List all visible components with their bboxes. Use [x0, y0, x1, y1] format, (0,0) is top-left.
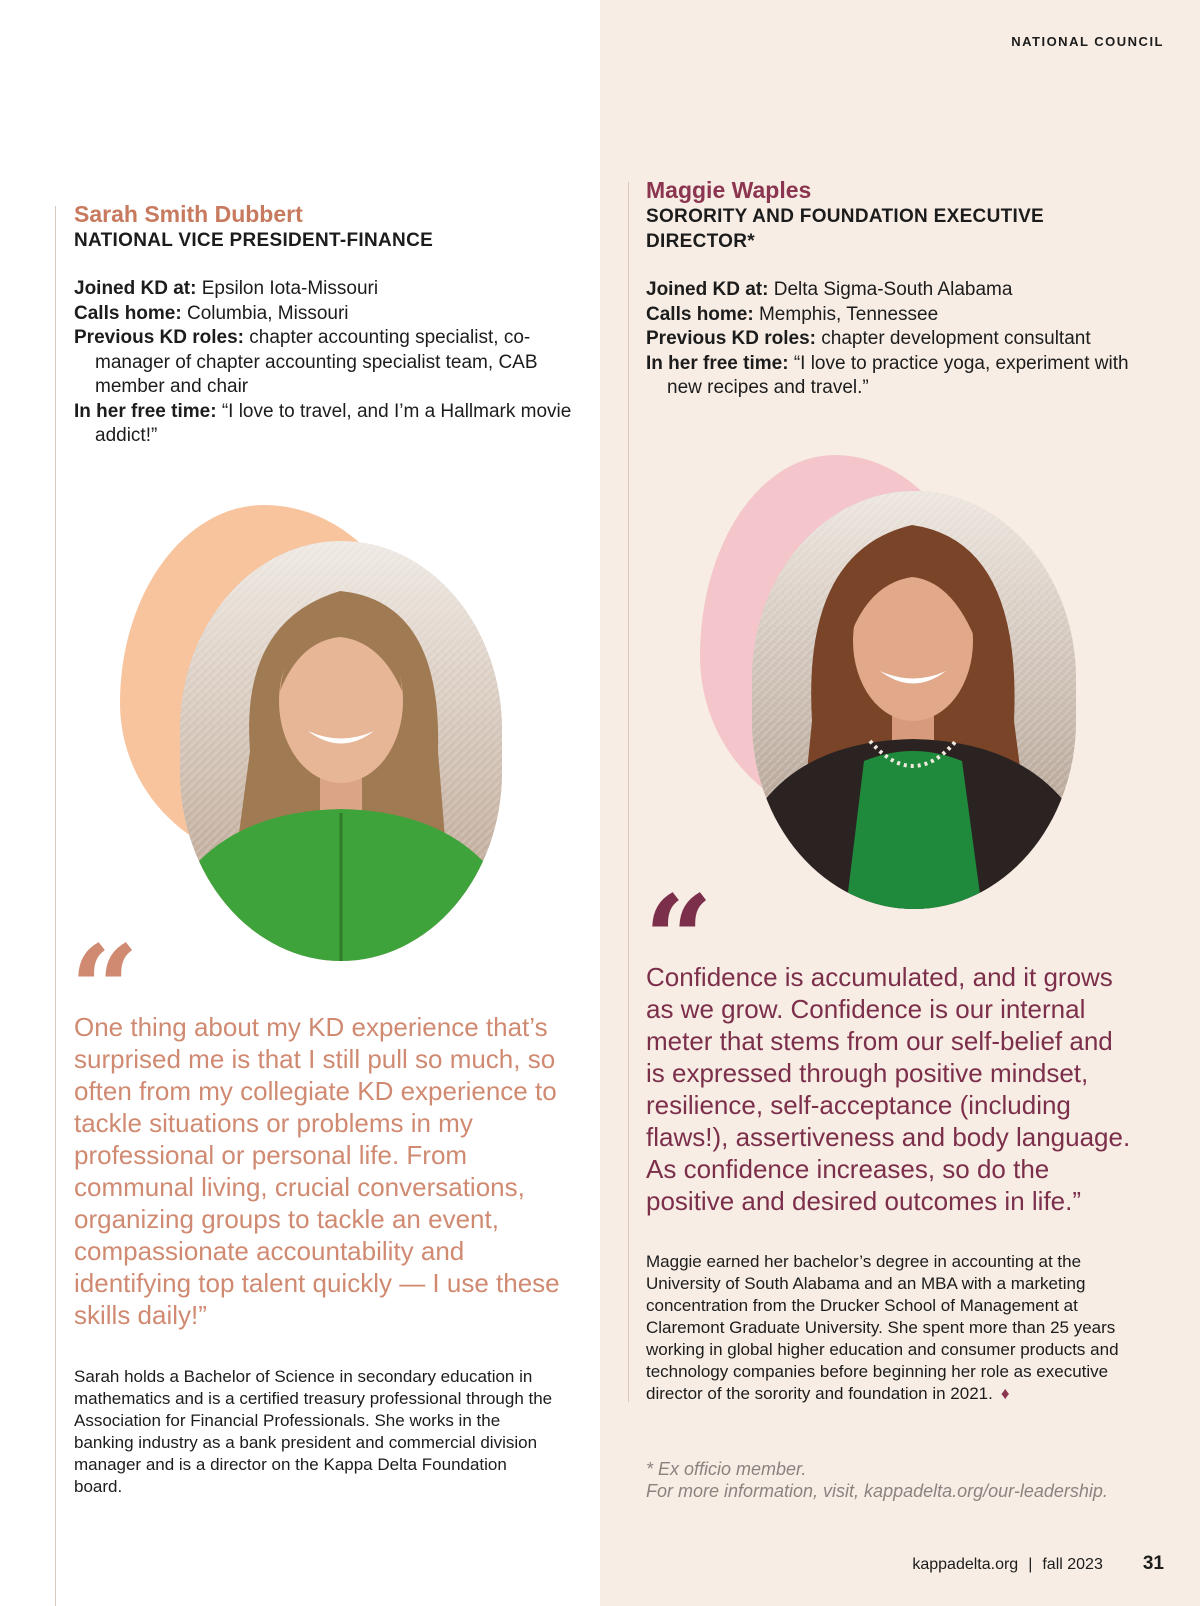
profile-role: SORORITY AND FOUNDATION EXECUTIVE DIRECTOR* — [646, 206, 1045, 252]
fact-home: Calls home: Memphis, Tennessee — [646, 303, 939, 325]
profile-name: Maggie Waples — [646, 177, 812, 203]
profile-facts — [646, 278, 1146, 401]
portrait-photo-sarah — [180, 541, 502, 961]
portrait-group-maggie — [700, 455, 1080, 910]
fact-joined: Joined KD at: Delta Sigma-South Alabama — [646, 279, 1013, 300]
footnote-more-info: For more information, visit, kappadelta.org/our-leadership. — [646, 1481, 1108, 1501]
profile-facts — [74, 277, 574, 449]
footnote-ex-officio: * Ex officio member. — [646, 1459, 807, 1479]
profile-role: NATIONAL VICE PRESIDENT-FINANCE — [74, 230, 434, 251]
page-footer — [912, 1553, 1164, 1575]
page-number: 31 — [1142, 1553, 1164, 1574]
section-label: NATIONAL COUNCIL — [1011, 34, 1164, 49]
fact-roles: Previous KD roles: chapter development consultant — [646, 328, 1091, 349]
bio-maggie: Maggie earned her bachelor’s degree in accounting at the University of South Alabama and an MBA with a marketing concentration from the Drucker School of Management at Claremont Graduate University. She spent more than 25 years working in global higher education and consumer products and technology companies before beginning her role as executive director of the sorority and foundation in 2021. ♦ — [646, 1252, 1119, 1403]
profile-name: Sarah Smith Dubbert — [74, 201, 303, 227]
right-column-rule — [628, 182, 629, 1402]
profile-sarah — [74, 200, 574, 449]
quote-mark: “ — [70, 919, 140, 1060]
profile-maggie — [646, 176, 1146, 401]
fact-home: Calls home: Columbia, Missouri — [74, 302, 349, 324]
pull-quote-maggie: Confidence is accumulated, and it grows as we grow. Confidence is our internal meter that stems from our self-belief and is expressed through positive mindset, resilience, self-acceptance (including flaws!), assertiveness and body language. As confidence increases, so do the positive and desired outcomes in life.” — [646, 962, 1131, 1216]
left-column-rule — [55, 206, 56, 1606]
portrait-group-sarah — [120, 505, 520, 960]
bio-sarah: Sarah holds a Bachelor of Science in secondary education in mathematics and is a certified treasury professional through the Association for Financial Professionals. She works in the banking industry as a bank president and commercial division manager and is a director on the Kappa Delta Foundation board. — [74, 1367, 553, 1496]
pull-quote-sarah: One thing about my KD experience that’s surprised me is that I still pull so much, so often from my collegiate KD experience to tackle situations or problems in my professional or personal life. From communal living, crucial conversations, organizing groups to tackle an event, compassionate accountability and identifying top talent quickly — I use these skills daily!” — [74, 1012, 560, 1330]
end-mark-icon: ♦ — [1000, 1384, 1010, 1403]
footer-site: kappadelta.org — [912, 1556, 1019, 1573]
portrait-photo-maggie — [752, 491, 1076, 909]
fact-roles: Previous KD roles: chapter accounting specialist, co-manager of chapter accounting specialist team, CAB member and chair — [74, 327, 538, 397]
fact-joined: Joined KD at: Epsilon Iota-Missouri — [74, 278, 379, 299]
quote-mark: “ — [644, 869, 714, 1010]
fact-free-time: In her free time: “I love to practice yoga, experiment with new recipes and travel.” — [646, 352, 1129, 398]
footer-separator: | — [1028, 1556, 1033, 1573]
footer-issue: fall 2023 — [1042, 1556, 1103, 1573]
fact-free-time: In her free time: “I love to travel, and I’m a Hallmark movie addict!” — [74, 400, 572, 446]
footnote — [646, 1458, 1166, 1502]
